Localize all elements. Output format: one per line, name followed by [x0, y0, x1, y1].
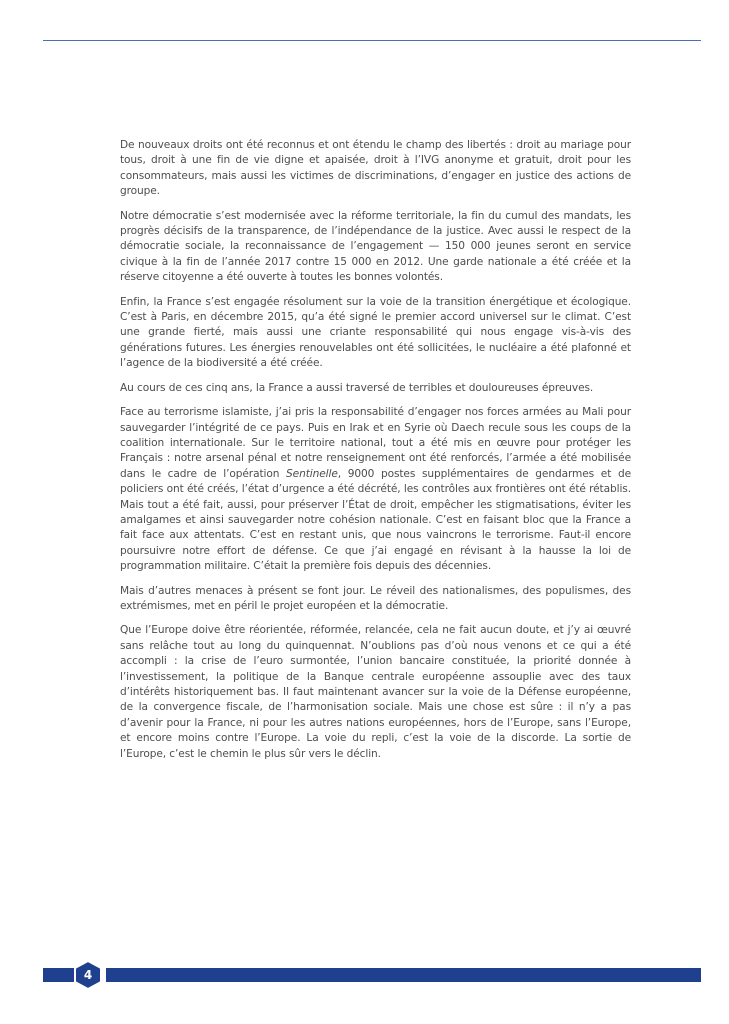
paragraph-rights: De nouveaux droits ont été reconnus et ont étendu le champ des libertés : droit au mariage pour tous, droit à une fin de vie digne et apaisée, droit à l’IVG anonyme et gratuit, droit pour les consommateurs, mais aussi les victimes de discriminations, d’engager en justice des actions de groupe. — [120, 139, 631, 198]
header-rule — [43, 40, 701, 41]
body-text — [120, 138, 631, 771]
terrorism-text-start: Face au terrorisme islamiste, j’ai pris la responsabilité d’engager nos forces armées au Mali pour sauvegarder l’intégrité de ce pays. Puis en Irak et en Syrie où Daech recule sous les coups de la coalition internationale. Sur le territoire national, tout a été mis en œuvre pour protéger les Français : notre arsenal pénal et notre renseignement ont été renforcés, l’armée a été mobilisée dans le cadre de l’opération — [120, 406, 631, 480]
paragraph-democracy: Notre démocratie s’est modernisée avec la réforme territoriale, la fin du cumul des mandats, les progrès décisifs de la transparence, de l’indépendance de la justice. Avec aussi le respect de la démocratie sociale, la reconnaissance de l’engagement — 150 000 jeunes seront en service civique à la fin de l’année 2017 contre 15 000 en 2012. Une garde nationale a été créée et la réserve citoyenne a été ouverte à toutes les bonnes volontés. — [120, 209, 631, 284]
paragraph-europe: Que l’Europe doive être réorientée, réformée, relancée, cela ne fait aucun doute, et j’y ai œuvré sans relâche tout au long du quinquennat. N’oublions pas d’où nous venons et ce qui a été accompli : la crise de l’euro surmontée, l’union bancaire constituée, la priorité donnée à l’investissement, la politique de la Banque centrale européenne assouplie avec des taux d’intérêts historiquement bas. Il faut maintenant avancer sur la voie de la Défense européenne, de la convergence fiscale, de l’harmonisation sociale. Mais une chose est sûre : il n’y a pas d’avenir pour la France, ni pour les autres nations européennes, hors de l’Europe, sans l’Europe, et encore moins contre l’Europe. La voie du repli, c’est la voie de la discorde. La sortie de l’Europe, c’est le chemin le plus sûr vers le déclin. — [120, 624, 631, 760]
page-number: 4 — [83, 968, 93, 982]
paragraph-terrorism — [120, 405, 631, 574]
page-number-badge — [73, 960, 103, 990]
operation-name: Sentinelle — [286, 467, 338, 480]
paragraph-threats: Mais d’autres menaces à présent se font jour. Le réveil des nationalismes, des populismes, des extrémismes, met en péril le projet européen et la démocratie. — [120, 584, 631, 612]
paragraph-energy-transition: Enfin, la France s’est engagée résolument sur la voie de la transition énergétique et écologique. C’est à Paris, en décembre 2015, qu’a été signé le premier accord universel sur le climat. C’est une grande fierté, mais aussi une criante responsabilité qui nous engage vis-à-vis des générations futures. Les énergies renouvelables ont été sollicitées, le nucléaire a été plafonné et l’agence de la biodiversité a été créée. — [120, 295, 631, 370]
terrorism-text-end: , 9000 postes supplémentaires de gendarmes et de policiers ont été créés, l’état d’urgence a été décrété, les contrôles aux frontières ont été rétablis. Mais tout a été fait, aussi, pour préserver l’État de droit, empêcher les stigmatisations, éviter les amalgames et ainsi sauvegarder notre cohésion nationale. C’est en faisant bloc que la France a fait face aux attentats. C’est en restant unis, que nous vaincrons le terrorisme. Faut-il encore poursuivre notre effort de défense. Ce que j’ai engagé en révisant à la hausse la loi de programmation militaire. C’était la première fois depuis des décennies. — [120, 467, 631, 573]
footer-bar — [43, 968, 701, 982]
paragraph-ordeals: Au cours de ces cinq ans, la France a aussi traversé de terribles et douloureuses épreuves. — [120, 381, 594, 394]
